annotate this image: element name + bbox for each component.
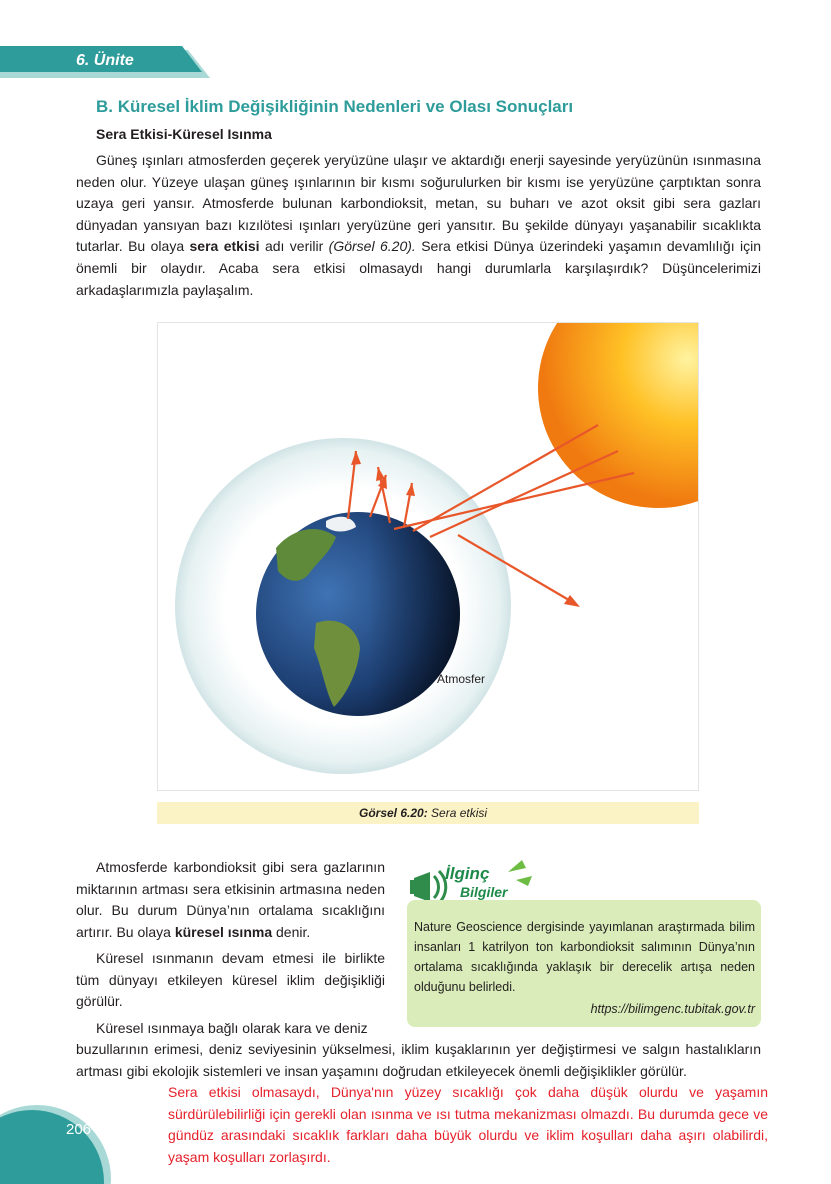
effects-paragraph-start: Küresel ısınmaya bağlı olarak kara ve deniz [96, 1020, 368, 1036]
info-text: Nature Geoscience dergisinde yayımlanan araştırmada bilim insanları 1 katrilyon ton karbondioksit salımının Dünya’nın ortalama sıcaklığında yaklaşık bir derecelik artışa neden olduğunu belirledi. [414, 920, 755, 994]
sun [538, 323, 699, 508]
atmosphere-label: Atmosfer [437, 672, 486, 686]
page-number-badge [0, 1104, 112, 1184]
info-title-line2: Bilgiler [460, 884, 508, 900]
figure-caption: Görsel 6.20: Sera etkisi [359, 806, 488, 820]
page-number: 206 [66, 1121, 92, 1138]
answer-text: Sera etkisi olmasaydı, Dünya'nın yüzey sıcaklığı çok daha düşük olurdu ve yaşamın sürdürülebilirliği için gerekli olan ısınma ve ısı tutma mekanizması olmazdı. Bu durumda gece ve gündüz arasındaki sıcaklık farkları daha büyük olurdu ve iklim koşulları daha aşırı olabilirdi, yaşam koşulları zorlaşırdı. [168, 1084, 768, 1165]
climate-change-paragraph: Küresel ısınmanın devam etmesi ile birlikte tüm dünyayı etkileyen küresel iklim değişikliği görülür. [76, 950, 385, 1010]
section-title: B. Küresel İklim Değişikliğinin Nedenleri ve Olası Sonuçları [96, 97, 574, 116]
info-source-link[interactable]: https://bilimgenc.tubitak.gov.tr [590, 1002, 755, 1016]
intro-paragraph: Güneş ışınları atmosferden geçerek yeryüzüne ulaşır ve aktardığı enerji sayesinde yeryüzünün ısınmasına neden olur. Yüzeye ulaşan güneş ışınlarının bir kısmı soğurulurken bir kısmı ise yeryüzüne çarptıktan sonra uzaya geri yansır. Atmosferde bulunan karbondioksit, metan, su buharı ve azot oksit gibi sera gazları dünyadan yansıyan bazı kızılötesi ışınları yeryüzüne geri yansıtır. Bu şekilde dünyayı yaşanabilir sıcaklıkta tutarlar. Bu olaya sera etkisi adı verilir (Görsel 6.20). Sera etkisi Dünya üzerindeki yaşamın devamlılığı için önemli bir olaydır. Acaba sera etkisi olmasaydı hangi durumlarla karşılaşırdık? Düşüncelerimizi arkadaşlarımızla paylaşalım. [76, 152, 762, 298]
effects-paragraph-rest: buzullarının erimesi, deniz seviyesinin yükselmesi, iklim kuşaklarının yer değiştirmesi ve salgın hastalıkların artması gibi ekolojik sistemleri ve insan yaşamını doğrudan etkileyecek önemli değişiklikler görülür. [76, 1041, 761, 1079]
sub-title: Sera Etkisi-Küresel Isınma [96, 126, 272, 142]
global-warming-paragraph: Atmosferde karbondioksit gibi sera gazlarının miktarının artması sera etkisinin artmasına neden olur. Bu durum Dünya’nın ortalama sıcaklığını artırır. Bu olaya küresel ısınma denir. [76, 859, 385, 940]
info-title-line1: İlginç [445, 864, 490, 883]
unit-label: 6. Ünite [76, 52, 134, 69]
greenhouse-figure [157, 322, 699, 791]
